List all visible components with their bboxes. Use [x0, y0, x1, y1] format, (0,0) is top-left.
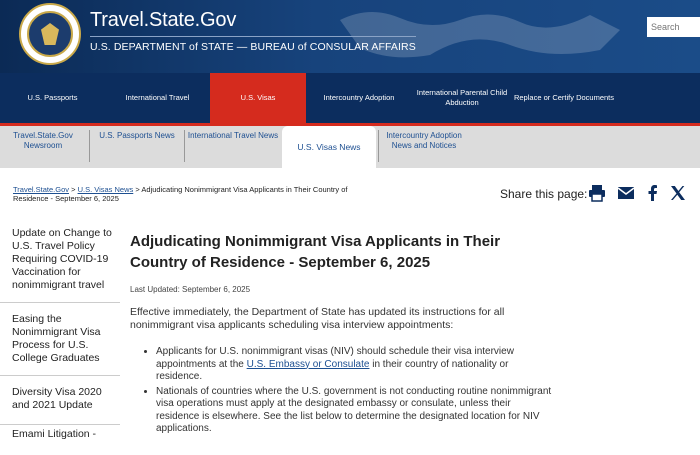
subnav-newsroom[interactable]: Travel.State.Gov Newsroom	[13, 131, 73, 150]
subnav-adoption-news[interactable]: Intercountry Adoption News and Notices	[386, 131, 462, 150]
bullet-text: Applicants for U.S. nonimmigrant visas (NIV) should schedule their visa interview appointments at the	[156, 346, 514, 370]
page-title: Adjudicating Nonimmigrant Visa Applicants in Their Country of Residence - September 6, 2025	[130, 233, 501, 271]
sidebar-item[interactable]	[0, 220, 120, 303]
site-title[interactable]: Travel.State.Gov	[90, 9, 237, 31]
nav-intercountry-adoption[interactable]: Intercountry Adoption	[323, 93, 395, 102]
sub-nav	[0, 126, 700, 168]
subnav-divider	[89, 130, 90, 162]
breadcrumb-current: Adjudicating Nonimmigrant Visa Applicants in Their Country of Residence - September 6, 2025	[13, 185, 348, 203]
nav-us-passports[interactable]: U.S. Passports	[27, 93, 78, 102]
department-seal-logo[interactable]	[19, 3, 81, 65]
list-item: • Nationals of countries where the U.S. government is not conducting routine nonimmigrant visa operations must apply at the designated embassy or consulate, unless their residence is elsewhere. See the list below to determine the designated location for NIV applications.	[156, 386, 556, 436]
list-item	[156, 346, 556, 384]
site-header	[0, 0, 700, 73]
breadcrumb-separator: >	[133, 185, 142, 194]
x-icon[interactable]	[669, 184, 687, 202]
nav-international-travel[interactable]: International Travel	[125, 93, 190, 102]
subnav-us-visas-news[interactable]: U.S. Visas News	[282, 126, 376, 168]
sidebar-item-label: Update on Change to U.S. Travel Policy Requiring COVID-19 Vaccination for nonimmigrant travel	[12, 227, 112, 291]
search-input[interactable]	[647, 17, 700, 37]
site-subtitle: U.S. DEPARTMENT of STATE — BUREAU of CONSULAR AFFAIRS	[90, 36, 416, 53]
sidebar-item[interactable]	[0, 376, 120, 425]
breadcrumb	[13, 185, 373, 203]
breadcrumb-section-link[interactable]: U.S. Visas News	[77, 185, 134, 194]
facebook-icon[interactable]	[644, 184, 662, 202]
subnav-international-travel-news[interactable]: International Travel News	[187, 131, 279, 140]
sidebar-item-label: Easing the Nonimmigrant Visa Process for U.S. College Graduates	[12, 313, 101, 364]
nav-replace-certify-documents[interactable]: Replace or Certify Documents	[513, 93, 615, 102]
bullet-text: in their country of nationality or residence.	[156, 358, 509, 382]
nav-parental-child-abduction[interactable]: International Parental Child Abduction	[416, 88, 508, 107]
print-icon[interactable]	[588, 184, 606, 202]
breadcrumb-separator: >	[69, 185, 78, 194]
last-updated: Last Updated: September 6, 2025	[130, 285, 251, 294]
subnav-passports-news[interactable]: U.S. Passports News	[99, 131, 175, 140]
sidebar-item-label: Emami Litigation -	[12, 428, 97, 440]
sidebar-item[interactable]	[0, 303, 120, 376]
sidebar-item[interactable]	[0, 425, 120, 455]
share-label: Share this page:	[500, 187, 588, 201]
main-nav	[0, 73, 700, 123]
article-intro: Effective immediately, the Department of State has updated its instructions for all nonimmigrant visa applicants scheduling visa interview appointments:	[130, 306, 505, 331]
article-bullet-list	[144, 346, 556, 438]
subnav-divider	[184, 130, 185, 162]
email-icon[interactable]	[617, 184, 635, 202]
subnav-divider	[378, 130, 379, 162]
embassy-consulate-link[interactable]: U.S. Embassy or Consulate	[246, 358, 370, 370]
sidebar-item-label: Diversity Visa 2020 and 2021 Update	[12, 386, 102, 411]
breadcrumb-home-link[interactable]: Travel.State.Gov	[13, 185, 69, 194]
nav-us-visas[interactable]: U.S. Visas	[210, 73, 306, 123]
